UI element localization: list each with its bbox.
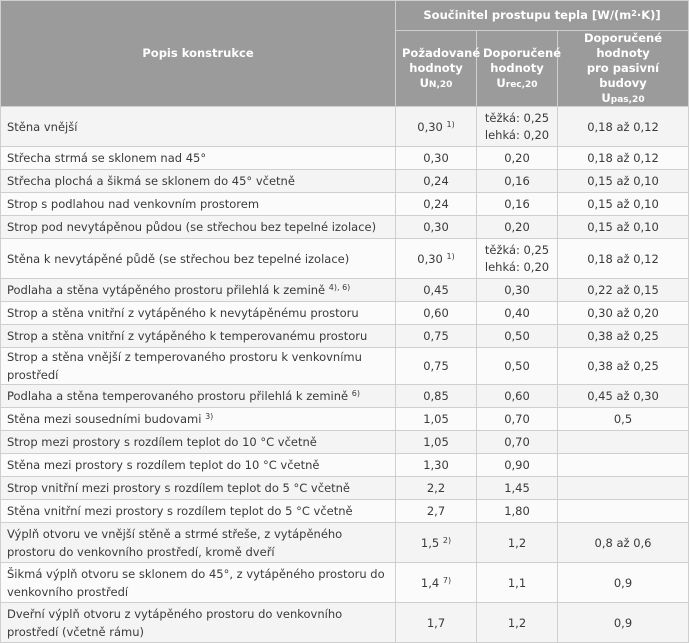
passive-value-cell	[558, 385, 689, 408]
required-value: 0,24	[423, 174, 449, 188]
recommended-value: 0,70	[504, 412, 530, 426]
recommended-value-heavy: těžká: 0,25	[484, 110, 550, 125]
footnote-ref: 3)	[205, 412, 214, 421]
recommended-value: 1,1	[507, 575, 527, 590]
recommended-value: 0,40	[504, 306, 530, 320]
passive-value: 0,15 až 0,10	[587, 197, 659, 211]
required-value-cell	[396, 563, 477, 603]
table-row	[1, 216, 689, 239]
table-row	[1, 563, 689, 603]
description-text: Podlaha a stěna vytápěného prostoru přilehlá k zemině	[7, 283, 326, 297]
passive-header-line1: Doporučené hodnoty	[583, 31, 663, 60]
construction-description	[1, 523, 396, 563]
recommended-value: 1,80	[504, 504, 530, 518]
table-row	[1, 603, 689, 643]
description-text: Strop vnitřní mezi prostory s rozdílem teplot do 5 °C včetně	[7, 481, 351, 495]
description-text: Strop a stěna vnitřní z vytápěného k nevytápěnému prostoru	[7, 306, 359, 320]
construction-description	[1, 408, 396, 431]
passive-header-symbol: U	[601, 91, 611, 105]
passive-value-cell	[558, 523, 689, 563]
passive-value: 0,30 až 0,20	[587, 306, 659, 320]
table-row	[1, 500, 689, 523]
recommended-value-cell	[477, 193, 558, 216]
passive-value-cell	[558, 170, 689, 193]
required-value-cell	[396, 523, 477, 563]
required-value-cell	[396, 107, 477, 147]
passive-value: 0,18 až 0,12	[587, 119, 659, 134]
required-value-cell	[396, 216, 477, 239]
description-text: Stěna vnitřní mezi prostory s rozdílem teplot do 5 °C včetně	[7, 504, 353, 518]
construction-description	[1, 107, 396, 147]
required-value: 1,05	[423, 412, 449, 426]
recommended-value: 0,90	[504, 458, 530, 472]
table-row	[1, 147, 689, 170]
passive-value-cell	[558, 325, 689, 348]
construction-description	[1, 431, 396, 454]
construction-description	[1, 454, 396, 477]
recommended-value-cell	[477, 408, 558, 431]
passive-value-cell	[558, 193, 689, 216]
required-value: 1,05	[423, 435, 449, 449]
recommended-value: 1,45	[504, 481, 530, 495]
group-title-end: ·K)]	[636, 8, 661, 22]
construction-description	[1, 279, 396, 302]
description-text: Stěna k nevytápěné půdě (se střechou bez tepelné izolace)	[7, 251, 350, 266]
required-value-cell	[396, 325, 477, 348]
description-text: Výplň otvoru ve vnější stěně a strmé střeše, z vytápěného prostoru do venkovního prostředí, kromě dveří	[7, 526, 343, 559]
required-value: 1,30	[423, 458, 449, 472]
table-row	[1, 239, 689, 279]
recommended-value-cell	[477, 147, 558, 170]
description-text: Strop mezi prostory s rozdílem teplot do 10 °C včetně	[7, 435, 317, 449]
recommended-value: 0,60	[504, 389, 530, 403]
passive-value-cell	[558, 431, 689, 454]
required-value: 1,7	[426, 615, 446, 630]
description-text: Dveřní výplň otvoru z vytápěného prostoru do venkovního prostředí (včetně rámu)	[7, 606, 343, 639]
required-value: 0,30	[423, 151, 449, 165]
table-row	[1, 523, 689, 563]
recommended-header-symbol: U	[496, 76, 506, 90]
table-body	[1, 107, 689, 643]
construction-description	[1, 170, 396, 193]
passive-value: 0,38 až 0,25	[587, 359, 659, 373]
recommended-value-light: lehká: 0,20	[484, 127, 550, 142]
recommended-header-sub: rec,20	[505, 80, 538, 90]
footnote-ref: 1)	[446, 119, 455, 129]
passive-value-cell	[558, 216, 689, 239]
recommended-value-cell	[477, 500, 558, 523]
required-value-cell	[396, 408, 477, 431]
passive-value: 0,15 až 0,10	[587, 220, 659, 234]
description-column-header	[1, 1, 396, 107]
recommended-value-cell	[477, 477, 558, 500]
recommended-value: 0,20	[504, 220, 530, 234]
recommended-value-cell	[477, 523, 558, 563]
passive-value-cell	[558, 302, 689, 325]
required-value-cell	[396, 170, 477, 193]
group-header	[396, 1, 689, 31]
required-value: 0,24	[423, 197, 449, 211]
description-text: Strop s podlahou nad venkovním prostorem	[7, 197, 260, 211]
passive-value: 0,5	[613, 412, 633, 426]
description-text: Stěna vnější	[7, 119, 78, 134]
passive-value: 0,45 až 0,30	[587, 389, 659, 403]
description-text: Stěna mezi prostory s rozdílem teplot do 10 °C včetně	[7, 458, 320, 472]
passive-value-cell	[558, 279, 689, 302]
recommended-value-cell	[477, 107, 558, 147]
group-title-sup: 2	[631, 9, 637, 18]
construction-description	[1, 477, 396, 500]
recommended-value-cell	[477, 348, 558, 385]
passive-value-cell	[558, 147, 689, 170]
table-row	[1, 325, 689, 348]
description-text: Stěna mezi sousedními budovami	[7, 412, 202, 426]
recommended-value: 0,20	[504, 151, 530, 165]
required-value: 0,60	[423, 306, 449, 320]
passive-value: 0,38 až 0,25	[587, 329, 659, 343]
recommended-value: 0,16	[504, 174, 530, 188]
recommended-value-light: lehká: 0,20	[484, 259, 550, 274]
required-value: 0,30	[423, 220, 449, 234]
footnote-ref: 7)	[442, 575, 452, 585]
recommended-value-cell	[477, 385, 558, 408]
construction-description	[1, 603, 396, 643]
construction-description	[1, 325, 396, 348]
construction-description	[1, 147, 396, 170]
footnote-ref: 2)	[442, 535, 452, 545]
description-text: Strop pod nevytápěnou půdou (se střechou bez tepelné izolace)	[7, 220, 377, 234]
table-header	[1, 1, 689, 107]
table-row	[1, 385, 689, 408]
construction-description	[1, 563, 396, 603]
table-row	[1, 170, 689, 193]
description-header-label: Popis konstrukce	[142, 46, 254, 60]
recommended-header-line2: hodnoty	[490, 61, 544, 75]
recommended-value-heavy: těžká: 0,25	[484, 242, 550, 257]
required-header-line1: Požadované	[402, 46, 481, 60]
recommended-value-cell	[477, 170, 558, 193]
passive-value-cell	[558, 563, 689, 603]
required-value: 2,2	[426, 481, 446, 495]
required-value-cell	[396, 603, 477, 643]
recommended-value: 0,50	[504, 329, 530, 343]
recommended-value-cell	[477, 279, 558, 302]
required-value-cell	[396, 147, 477, 170]
description-text: Podlaha a stěna temperovaného prostoru přilehlá k zemině	[7, 389, 349, 403]
recommended-value: 1,2	[507, 615, 527, 630]
passive-value-cell	[558, 107, 689, 147]
passive-value: 0,18 až 0,12	[587, 251, 659, 266]
required-value-cell	[396, 385, 477, 408]
recommended-value-cell	[477, 454, 558, 477]
required-value-cell	[396, 348, 477, 385]
passive-value-cell	[558, 239, 689, 279]
table-row	[1, 348, 689, 385]
required-value-cell	[396, 302, 477, 325]
required-values-header	[396, 31, 481, 107]
construction-description	[1, 302, 396, 325]
table-row	[1, 107, 689, 147]
recommended-value-cell	[477, 603, 558, 643]
description-text: Strop a stěna vnitřní z vytápěného k temperovanému prostoru	[7, 329, 368, 343]
recommended-value: 0,16	[504, 197, 530, 211]
required-value-cell	[396, 279, 477, 302]
passive-value: 0,22 až 0,15	[587, 283, 659, 297]
table-row	[1, 279, 689, 302]
required-value: 1,4	[420, 575, 440, 590]
passive-value: 0,9	[613, 615, 633, 630]
footnote-ref: 4), 6)	[328, 283, 351, 292]
group-title-text: Součinitel prostupu tepla [W/(m	[423, 8, 632, 22]
recommended-values-header	[477, 31, 562, 107]
required-value-cell	[396, 431, 477, 454]
table-row	[1, 408, 689, 431]
required-value: 0,85	[423, 389, 449, 403]
passive-value: 0,9	[613, 575, 633, 590]
passive-value-cell	[558, 348, 689, 385]
description-text: Šikmá výplň otvoru se sklonem do 45°, z vytápěného prostoru do venkovního prostředí	[7, 566, 385, 599]
construction-description	[1, 216, 396, 239]
required-value: 0,45	[423, 283, 449, 297]
required-header-sub: N,20	[428, 80, 453, 90]
passive-value: 0,18 až 0,12	[587, 151, 659, 165]
description-text: Střecha strmá se sklonem nad 45°	[7, 151, 207, 165]
required-value: 1,5	[420, 535, 440, 550]
required-value: 0,75	[423, 329, 449, 343]
passive-value-cell	[558, 603, 689, 643]
passive-header-sub: pas,20	[610, 95, 645, 105]
description-text: Střecha plochá a šikmá se sklonem do 45° včetně	[7, 174, 295, 188]
required-value-cell	[396, 500, 477, 523]
recommended-value: 0,50	[504, 359, 530, 373]
footnote-ref: 6)	[351, 389, 360, 398]
required-value: 0,75	[423, 359, 449, 373]
table-row	[1, 302, 689, 325]
required-header-symbol: U	[419, 76, 429, 90]
description-text: Strop a stěna vnější z temperovaného prostoru k venkovnímu prostředí	[7, 350, 362, 382]
passive-values-header	[558, 31, 689, 107]
passive-value-cell	[558, 477, 689, 500]
required-value-cell	[396, 477, 477, 500]
table-row	[1, 477, 689, 500]
recommended-value-cell	[477, 325, 558, 348]
required-value: 2,7	[426, 504, 446, 518]
required-value-cell	[396, 239, 477, 279]
passive-value: 0,8 až 0,6	[594, 535, 652, 550]
recommended-value-cell	[477, 216, 558, 239]
recommended-value: 0,70	[504, 435, 530, 449]
required-value-cell	[396, 454, 477, 477]
recommended-value: 1,2	[507, 535, 527, 550]
construction-description	[1, 239, 396, 279]
construction-description	[1, 500, 396, 523]
required-header-line2: hodnoty	[409, 61, 463, 75]
recommended-header-line1: Doporučené	[483, 46, 562, 60]
passive-value-cell	[558, 500, 689, 523]
construction-description	[1, 193, 396, 216]
required-value: 0,30	[417, 119, 443, 134]
table-row	[1, 193, 689, 216]
passive-value: 0,15 až 0,10	[587, 174, 659, 188]
recommended-value-cell	[477, 563, 558, 603]
table-row	[1, 431, 689, 454]
recommended-value-cell	[477, 239, 558, 279]
passive-value-cell	[558, 408, 689, 431]
construction-description	[1, 385, 396, 408]
recommended-value-cell	[477, 431, 558, 454]
recommended-value-cell	[477, 302, 558, 325]
passive-header-line2: pro pasivní budovy	[586, 61, 660, 90]
required-value: 0,30	[417, 251, 443, 266]
passive-value-cell	[558, 454, 689, 477]
recommended-value: 0,30	[504, 283, 530, 297]
table-row	[1, 454, 689, 477]
construction-description	[1, 348, 396, 385]
required-value-cell	[396, 193, 477, 216]
footnote-ref: 1)	[446, 251, 455, 261]
